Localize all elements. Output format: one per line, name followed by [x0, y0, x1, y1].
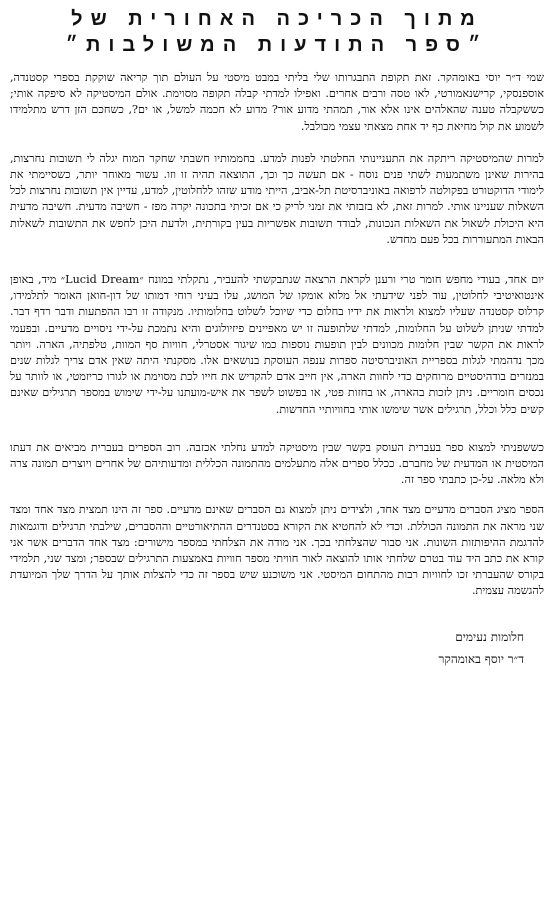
- page-title-line-1: מתוך הכריכה האחורית של: [71, 8, 483, 30]
- body-paragraph-4: כששפניתי למצוא ספר בעברית העוסק בקשר שבין מיסטיקה למדע נחלתי אכזבה. רוב הספרים בעברית מביאים את דעתו המיסטית או המדעית של מחברם. ככלל ספרים אלה מתעלמים מהתמונה הכללית ומדעותיהם של אחרים ויוצרים תמונה צרה ולא מלאה. על-כן כתבתי ספר זה.: [10, 440, 544, 487]
- body-paragraph-2: למרות שהמיסטיקה ריתקה את התעניינותי החלטתי לפנות למדע. בחממותיו חשבתי שחקר המוח יגלה לי תשובות נחרצות, בהירות שאינן משתמעות לשתי פנים נוסח - אם תעשה כך וכך, התוצאה תהיה זו וזו. עשור מאוחר יותר, כשסיימתי את לימודי הדוקטורט בפקולטה לרפואה באוניברסיטת תל-אביב, הייתי מודע שזהו ללחלוטין, למדע, עדיין אין תשובות נחרצות לכל השאלות שעניינו אותי. למרות זאת, לא בזבזתי את זמני לריק כי אם זכיתי בתכונה יקרה מפז - חשיבה מדעית. חשיבה מדעית היא היכולת לשאול את השאלות הנכונות, לבודד תשובות אפשריות בעין בקורתית, ולדעת היכן לחפש את התשובות לשאלות הבאות המתעוררות בכל פעם מחדש.: [10, 151, 544, 246]
- page-title-line-2: ״ספר התודעות המשולבות״: [65, 34, 489, 56]
- signature-author: ד״ר יוסף באומהקר: [438, 651, 524, 666]
- body-paragraph-5: הספר מציג הסברים מדעיים מצד אחד, ולצידים ניתן למצוא גם הסברים שאינם מדעיים. ספר זה הינו תמצית מצד אחד ומצד שני מראה את התמונה הכוללת. וכדי לא להחטיא את הקורא בסטנדרים ההתיאורטיים וההסברים, שילבתי תרגילים ודוגמאות להדגמת ההיפותזות השונות. אני סבור שהצלחתי בכך. אני מודה את הצלחתי במספר מישורים: מצד אחד הדברים אשר אני קורא את כתב היד עוד בטרם שלחתי אותו להוצאה לאור חוויתי מספר חוויות באמצעות התרגילים שבספר; ומצד שני, תלמידי בקורס שהעברתי זכו לחוויות רבות מהתחום המיסטי. אני משוכנע שיש בספר זה כדי להצלות אותך על הדרך שלך המיועדת להגשמה עצמית.: [10, 503, 544, 598]
- body-paragraph-3: יום אחד, בעודי מחפש חומר טרי ורענן לקראת הרצאה שנתבקשתי להעביר, נתקלתי במונח ״Lucid Dream״ מיד, באופן אינטואיטיבי לחלוטין, עוד לפני שידעתי אל מלוא אומקו של המושג, עלו בעיני רוחי דמותו של דון-חואן האומר לתלמידו, קרלוס קסטנדה שעליו למצוא ולראות את ידיו בחלום כדי שיוכל לשלוט בחלומותיו. מנקודה זו רבו ההפתעות ודבר רדף דבר. למדתי שניתן לשלוט על החלומות, למדתי שלתופעה זו יש מאפיינים פיזיולוגים והיא נתמכת על-ידי ניסויים מדעיים. ובפעמי לראות את הקשר שבין חלומות מכוונים לבין תופעות נוספות כמו שיגור אסטרלי, חוויות סף המוות, טלפתיה, הארה. ויותר מכך נדהמתי לגלות בספריית האוניברסיטה ספרות ענפה העוסקת בנושאים אלו. מסקנתי היתה שאין אדם צריך לגלות שנים במנזרים בודהיסטיים מרוחקים כדי לחוות הארה, אין חייב אדם להקדיש את חייו לכת מסוימת או לגורו כריזמטי, או לוותר על נכסים חומריים. ניתן לזכות בהארה, או בחזות פטי, או בפשוט לשפר את איש-מועתנו על-ידי שימוש במספר תרגילים שאינם קשים כלל וכלל, תרגילים אשר שימשו אותי בחוויותיי החדשות.: [10, 273, 544, 416]
- signature-greeting: חלומות נעימים: [455, 629, 524, 644]
- body-paragraph-1: שמי ד״ר יוסי באומהקר. זאת תקופת התבגרותו שלי בליתי במבט מיסטי על העולם תוך קריאה שוקקת בספרי קסטנדה, אוספנסקי, קרישנאמורטי, לאו טסה ורבים אחרים. ואפילו למדתי קבלה תקופה מסוימת. אולם המיסטיקה לא סיפקה אותי; כששקבלה טענה שהאלהים אינו אלא אור, תמהתי מדוע אור? מדוע לא חכמה למשל, או ים?, כשחכם הזן דרש מתלמידו לשמוע את קול מחיאת כף יד אחת מצאתי עצמי מבולבל.: [10, 71, 544, 133]
